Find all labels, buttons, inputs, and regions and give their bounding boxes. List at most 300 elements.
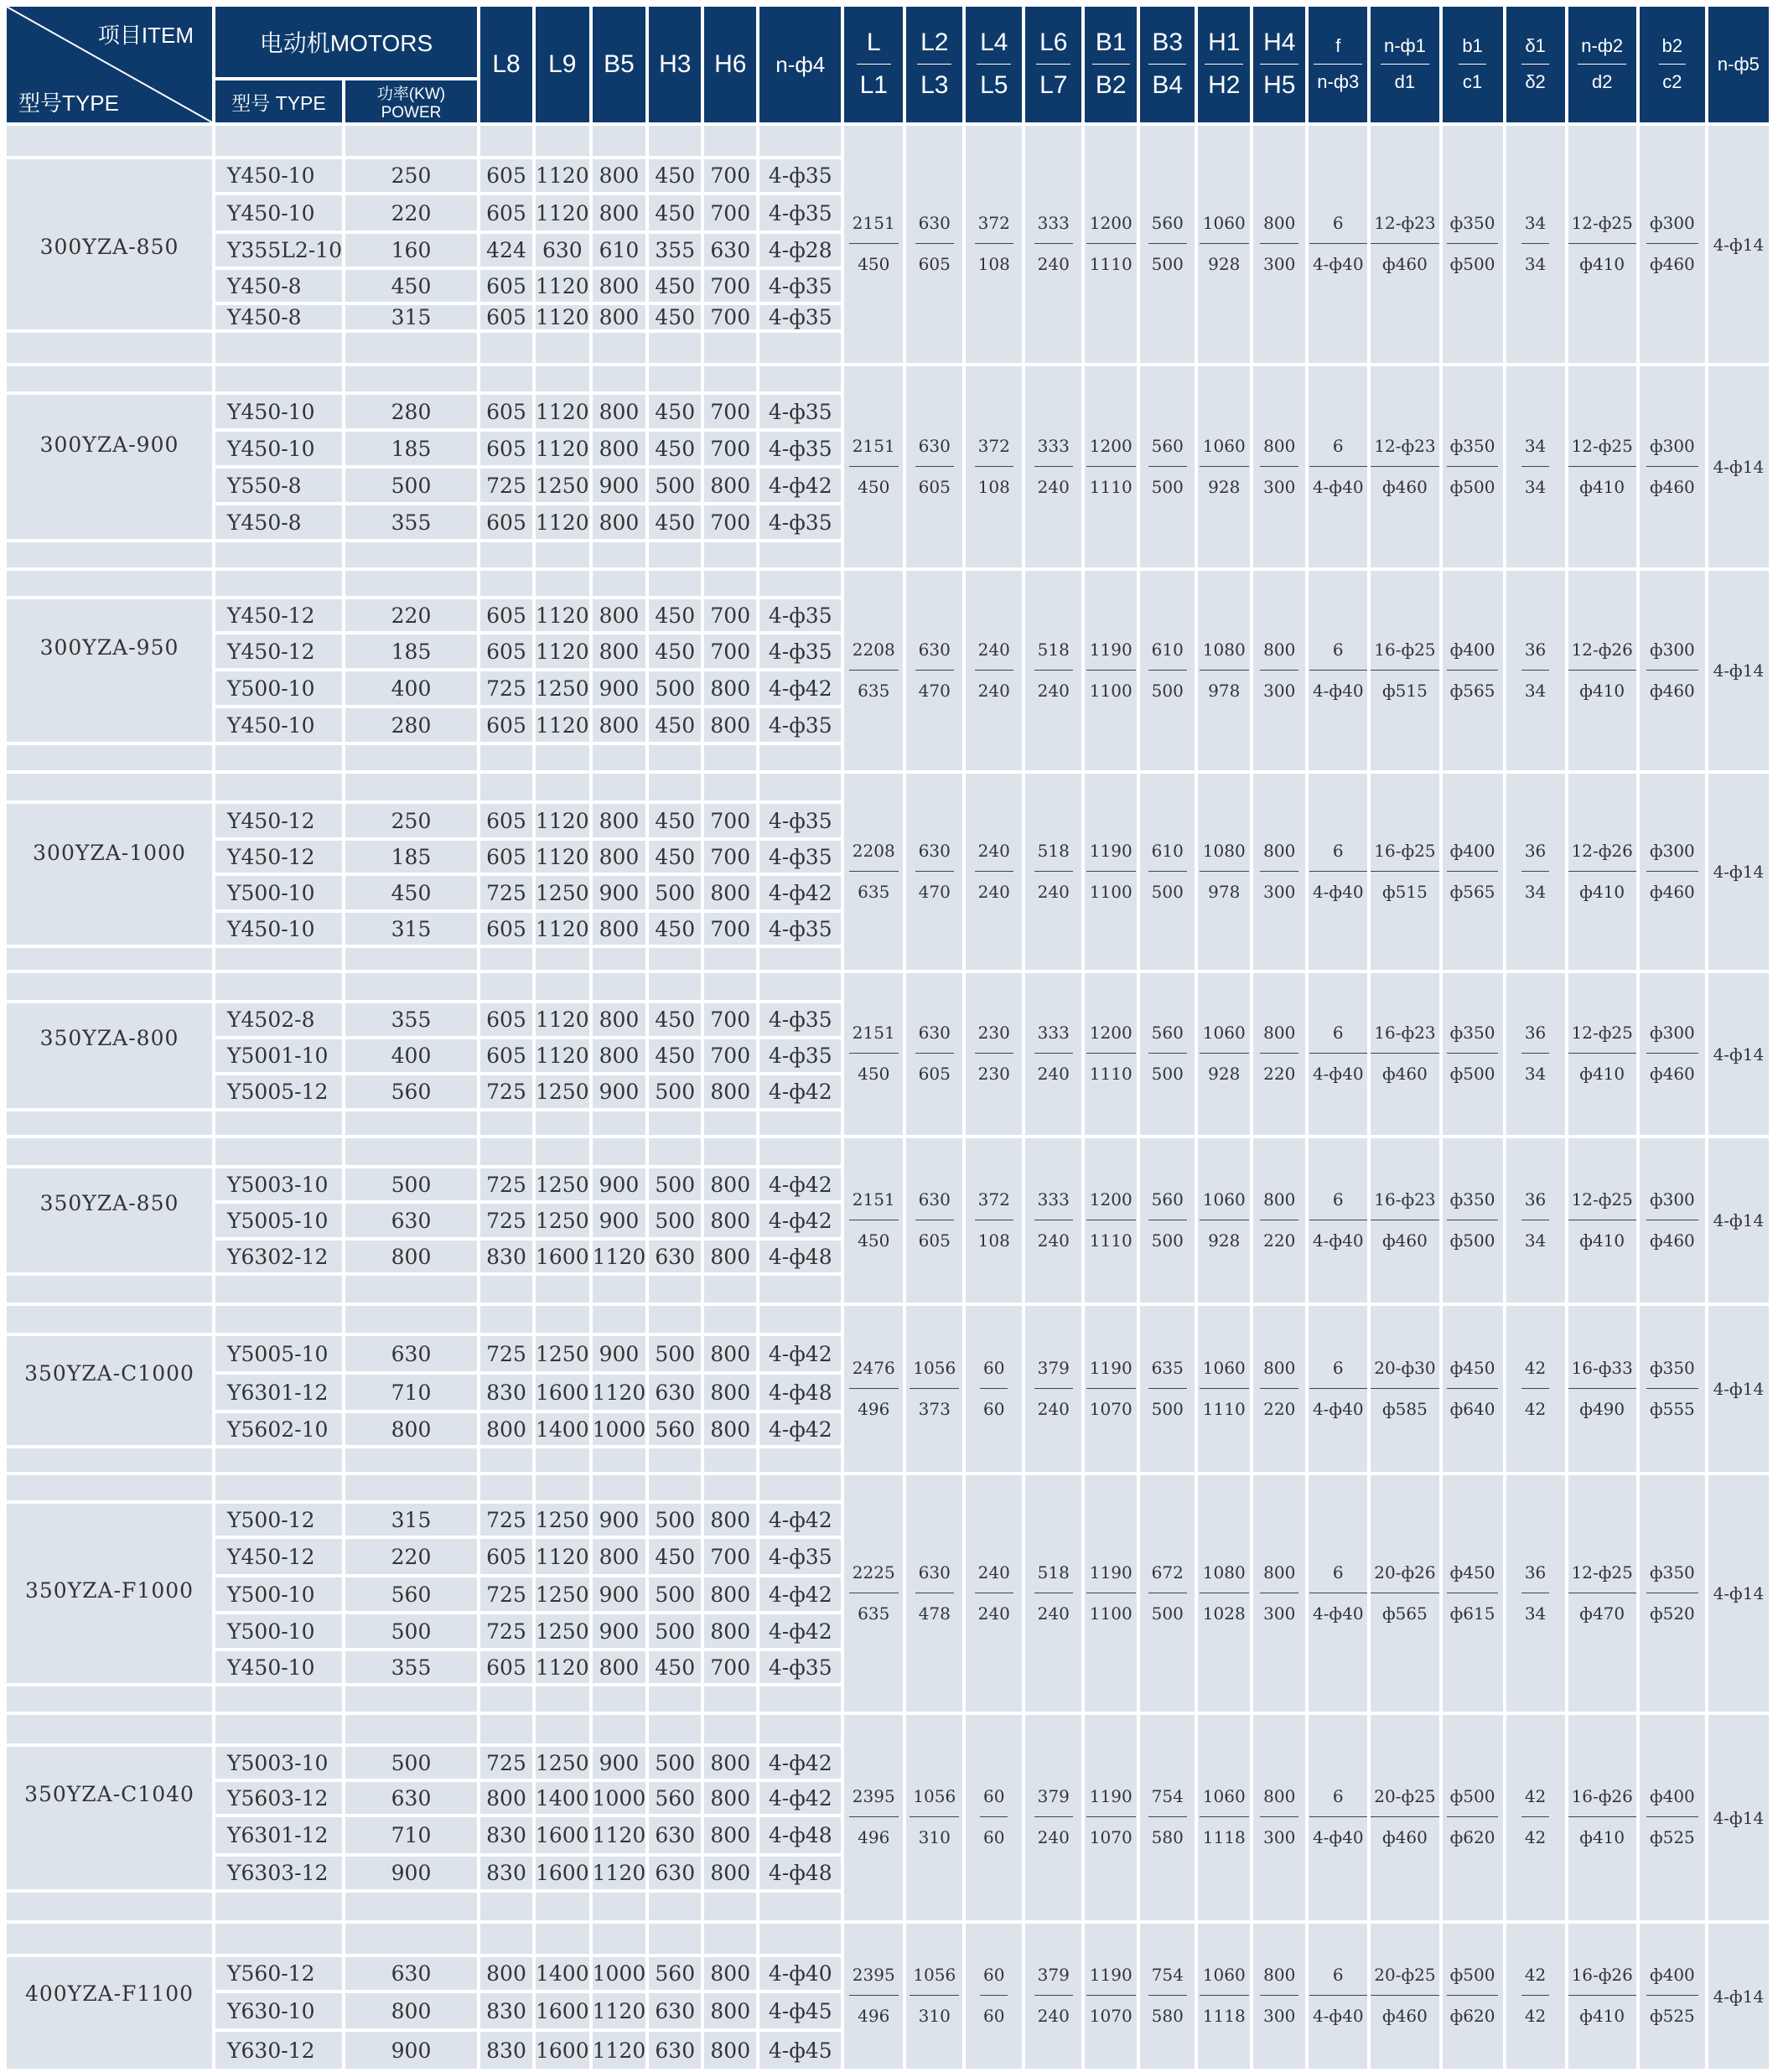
dim-bottom: ф460 xyxy=(1646,466,1698,495)
dim-fraction xyxy=(1521,1966,1549,2024)
group-last-cell: 4-ф14 xyxy=(1708,1924,1769,2069)
power-spacer xyxy=(345,1715,477,1743)
dim-top: 16-ф25 xyxy=(1374,639,1436,660)
group-dim-cell xyxy=(1253,1138,1305,1303)
dim-fraction xyxy=(1034,1191,1073,1249)
dim-fraction xyxy=(1200,641,1249,699)
trail-spacer xyxy=(7,1111,212,1135)
dim-top: 2151 xyxy=(852,1023,895,1043)
motor-dim: 800 xyxy=(704,708,756,742)
dim-bottom: 1110 xyxy=(1086,1053,1136,1082)
dim-bottom: 4-ф40 xyxy=(1309,243,1367,272)
dim-fraction xyxy=(849,215,899,272)
group-dim-cell xyxy=(1506,571,1565,770)
dim-bottom: 1118 xyxy=(1200,1816,1249,1846)
dim-fraction xyxy=(1371,435,1438,497)
dim-fraction xyxy=(849,842,899,900)
dim-top: 20-ф25 xyxy=(1374,1786,1436,1806)
group-lead-row xyxy=(7,126,1769,156)
dim-top: 1060 xyxy=(1202,1786,1246,1806)
dim-fraction xyxy=(1646,215,1698,272)
dim-bottom: 928 xyxy=(1200,243,1249,272)
motor-dim: 1120 xyxy=(536,1539,589,1574)
motor-dim: 800 xyxy=(704,1336,756,1371)
group-dim-cell xyxy=(1140,1715,1195,1920)
motor-dim: 800 xyxy=(480,1413,532,1445)
motor-model: Y500-10 xyxy=(215,671,342,705)
group-lead-row xyxy=(7,1306,1769,1333)
motor-dim: 4-ф35 xyxy=(759,913,841,945)
group-dim-cell xyxy=(1309,126,1367,363)
motor-dim: 800 xyxy=(704,876,756,909)
dim-top: ф350 xyxy=(1449,213,1495,233)
dim-bottom: 42 xyxy=(1521,1995,1549,2024)
dim-bottom: 1110 xyxy=(1200,1388,1249,1417)
motor-model: Y450-12 xyxy=(215,599,342,631)
dim-top: 2208 xyxy=(852,639,895,660)
group-last-cell: 4-ф14 xyxy=(1708,1715,1769,1920)
dim-fraction xyxy=(1034,1357,1073,1419)
group-dim-cell xyxy=(1443,1306,1503,1472)
col-L8: L8 xyxy=(480,7,532,122)
motor-power: 500 xyxy=(345,469,477,502)
dim-bottom: 1100 xyxy=(1086,871,1136,900)
trail-spacer xyxy=(593,948,646,970)
dim-top: 800 xyxy=(1263,1965,1296,1985)
dim-bottom: 500 xyxy=(1148,466,1187,495)
dim-top: 6 xyxy=(1332,840,1344,861)
dim-top: 1056 xyxy=(913,1786,956,1806)
power-spacer xyxy=(345,973,477,1000)
dim-spacer xyxy=(480,1138,532,1165)
group-lead-row xyxy=(7,366,1769,391)
motor-dim: 605 xyxy=(480,635,532,668)
group-dim-cell xyxy=(1640,1475,1705,1712)
group-dim-cell xyxy=(1371,1715,1438,1920)
group-dim-cell xyxy=(906,1475,962,1712)
dim-top: ф350 xyxy=(1649,1357,1695,1378)
dim-top: 16-ф33 xyxy=(1571,1357,1633,1378)
dim-top: 240 xyxy=(977,1562,1010,1582)
dim-fraction xyxy=(1309,1024,1367,1082)
motor-dim: 1250 xyxy=(536,1747,589,1779)
motor-dim: 424 xyxy=(480,234,532,267)
motor-dim: 605 xyxy=(480,1003,532,1036)
dim-top: 240 xyxy=(977,840,1010,861)
dim-fraction xyxy=(1568,435,1636,497)
motor-power: 250 xyxy=(345,159,477,192)
motor-dim: 1120 xyxy=(536,841,589,873)
dim-top: 1060 xyxy=(1202,1189,1246,1210)
dim-fraction xyxy=(1034,1966,1073,2024)
dim-fraction xyxy=(915,435,954,497)
group-dim-cell xyxy=(1140,126,1195,363)
motor-power: 160 xyxy=(345,234,477,267)
group-dim-cell xyxy=(966,1924,1022,2069)
dim-bottom: 635 xyxy=(849,670,899,699)
power-spacer xyxy=(345,126,477,156)
pump-type xyxy=(7,1504,212,1683)
motor-dim: 725 xyxy=(480,876,532,909)
col-H6: H6 xyxy=(704,7,756,122)
group-dim-cell xyxy=(844,973,903,1135)
trail-spacer xyxy=(759,948,841,970)
dim-top: 2395 xyxy=(852,1786,895,1806)
dim-spacer xyxy=(480,126,532,156)
motor-model: Y5005-12 xyxy=(215,1075,342,1108)
dim-spacer xyxy=(649,1138,701,1165)
motor-dim: 4-ф35 xyxy=(759,599,841,631)
dim-fraction xyxy=(1260,1788,1298,1846)
motor-dim: 800 xyxy=(593,635,646,668)
dim-top: 635 xyxy=(1151,1357,1184,1378)
motor-dim: 900 xyxy=(593,1075,646,1108)
motor-dim: 900 xyxy=(593,876,646,909)
dim-bottom: ф515 xyxy=(1371,871,1438,900)
motor-dim: 700 xyxy=(704,195,756,231)
motor-dim: 1120 xyxy=(536,432,589,465)
motor-model: Y6301-12 xyxy=(215,1375,342,1410)
group-dim-cell xyxy=(1640,1924,1705,2069)
motor-dim: 1120 xyxy=(536,305,589,329)
dim-top: 6 xyxy=(1332,1965,1344,1985)
pump-type-label: 350YZA-F1000 xyxy=(24,1578,194,1603)
motor-dim: 1120 xyxy=(536,913,589,945)
group-dim-cell xyxy=(1140,1475,1195,1712)
dim-spacer xyxy=(593,774,646,800)
motor-dim: 1120 xyxy=(536,270,589,302)
dim-top: 1190 xyxy=(1089,1357,1133,1378)
group-dim-cell xyxy=(1085,1715,1137,1920)
motor-spacer xyxy=(215,1924,342,1954)
group-dim-cell xyxy=(1025,126,1081,363)
motor-model: Y450-8 xyxy=(215,505,342,539)
group-dim-cell xyxy=(1085,126,1137,363)
dim-fraction xyxy=(1646,1024,1698,1082)
motor-dim: 605 xyxy=(480,599,532,631)
dim-top: 6 xyxy=(1332,1023,1344,1043)
dim-fraction xyxy=(1447,1788,1499,1846)
motor-spacer xyxy=(215,1138,342,1165)
dim-spacer xyxy=(759,571,841,596)
dim-fraction xyxy=(849,435,899,497)
dim-fraction xyxy=(1646,1191,1698,1249)
motor-dim: 630 xyxy=(649,1241,701,1272)
dim-bottom: 34 xyxy=(1521,1593,1549,1622)
trail-spacer xyxy=(593,1448,646,1472)
dim-top: 333 xyxy=(1037,1189,1070,1210)
motor-dim: 1120 xyxy=(536,159,589,192)
dim-top: ф400 xyxy=(1449,840,1495,861)
dim-bottom: 240 xyxy=(1034,1220,1073,1249)
spec-table xyxy=(3,3,1772,2072)
col-frac-4: $\frac{B1}{B2}$ xyxy=(1085,7,1137,122)
dim-spacer xyxy=(536,126,589,156)
motor-dim: 450 xyxy=(649,432,701,465)
dim-fraction xyxy=(1371,1191,1438,1249)
dim-bottom: ф615 xyxy=(1447,1593,1499,1622)
motor-spacer xyxy=(215,1715,342,1743)
dim-fraction xyxy=(1371,1357,1438,1419)
group-dim-cell xyxy=(844,366,903,567)
motor-dim: 4-ф42 xyxy=(759,1504,841,1536)
trail-spacer xyxy=(536,542,589,567)
motor-dim: 500 xyxy=(649,1747,701,1779)
motor-dim: 800 xyxy=(593,913,646,945)
motor-dim: 610 xyxy=(593,234,646,267)
dim-top: ф300 xyxy=(1649,1189,1695,1210)
motor-model: Y500-10 xyxy=(215,1577,342,1611)
motor-dim: 725 xyxy=(480,1168,532,1200)
trail-spacer xyxy=(480,1686,532,1712)
dim-bottom: ф500 xyxy=(1447,243,1499,272)
dim-bottom: ф555 xyxy=(1646,1388,1698,1417)
dim-fraction xyxy=(1200,842,1249,900)
dim-bottom: 4-ф40 xyxy=(1309,1220,1367,1249)
dim-bottom: 108 xyxy=(975,1220,1013,1249)
dim-fraction xyxy=(1309,435,1367,497)
group-dim-cell xyxy=(1506,1306,1565,1472)
group-dim-cell xyxy=(1198,126,1250,363)
trail-spacer xyxy=(480,1893,532,1920)
motor-dim: 700 xyxy=(704,432,756,465)
motor-dim: 4-ф35 xyxy=(759,804,841,837)
pump-type-label: 300YZA-950 xyxy=(39,635,179,660)
group-dim-cell xyxy=(1506,774,1565,970)
dim-spacer xyxy=(536,571,589,596)
group-last-cell: 4-ф14 xyxy=(1708,1138,1769,1303)
dim-fraction xyxy=(849,1357,899,1419)
group-dim-cell xyxy=(1253,973,1305,1135)
trail-spacer xyxy=(759,745,841,770)
dim-bottom: ф460 xyxy=(1371,1220,1438,1249)
group-dim-cell xyxy=(1568,1475,1636,1712)
motor-dim: 1120 xyxy=(593,1817,646,1853)
group-dim-cell xyxy=(1506,1475,1565,1712)
dim-top: 12-ф25 xyxy=(1571,435,1633,456)
motor-model: Y450-10 xyxy=(215,395,342,428)
dim-spacer xyxy=(593,1475,646,1500)
motor-dim: 800 xyxy=(593,708,646,742)
trail-spacer xyxy=(649,745,701,770)
motor-dim: 605 xyxy=(480,1539,532,1574)
dim-fraction xyxy=(1447,1191,1499,1249)
dim-top: 1060 xyxy=(1202,435,1246,456)
dim-bottom: 310 xyxy=(910,1995,959,2024)
dim-spacer xyxy=(704,1715,756,1743)
motor-dim: 800 xyxy=(480,1782,532,1814)
motor-model: Y5005-10 xyxy=(215,1336,342,1371)
motor-dim: 725 xyxy=(480,1504,532,1536)
dim-top: 6 xyxy=(1332,1562,1344,1582)
dim-top: ф400 xyxy=(1649,1786,1695,1806)
dim-bottom: 34 xyxy=(1521,871,1549,900)
motor-dim: 800 xyxy=(593,804,646,837)
motor-model: Y450-10 xyxy=(215,195,342,231)
group-dim-cell xyxy=(1309,571,1367,770)
col-frac-9: $\frac{n-ф1}{d1}$ xyxy=(1371,7,1438,122)
dim-fraction xyxy=(849,1966,899,2024)
motor-dim: 355 xyxy=(649,234,701,267)
motor-dim: 1120 xyxy=(536,395,589,428)
dim-bottom: 108 xyxy=(975,243,1013,272)
dim-spacer xyxy=(480,973,532,1000)
dim-fraction xyxy=(1568,1191,1636,1249)
trail-spacer xyxy=(649,1893,701,1920)
motor-power: 630 xyxy=(345,1336,477,1371)
dim-bottom: 1100 xyxy=(1086,670,1136,699)
dim-spacer xyxy=(759,1924,841,1954)
dim-top: 1060 xyxy=(1202,1357,1246,1378)
dim-top: 16-ф23 xyxy=(1374,1189,1436,1210)
group-dim-cell xyxy=(906,366,962,567)
dim-fraction xyxy=(1568,1357,1636,1419)
dim-fraction xyxy=(1260,842,1298,900)
dim-bottom: 500 xyxy=(1148,243,1187,272)
motor-model: Y500-10 xyxy=(215,876,342,909)
dim-fraction xyxy=(910,1357,959,1419)
motor-model: Y6303-12 xyxy=(215,1857,342,1889)
col-frac-8: $\frac{f}{n-ф3}$ xyxy=(1309,7,1367,122)
motor-dim: 450 xyxy=(649,1003,701,1036)
group-dim-cell xyxy=(1640,1138,1705,1303)
power-spacer xyxy=(345,571,477,596)
dim-fraction xyxy=(1521,1564,1549,1622)
dim-bottom: 310 xyxy=(910,1816,959,1846)
dim-bottom: 4-ф40 xyxy=(1309,1995,1367,2024)
motor-dim: 1120 xyxy=(536,195,589,231)
motor-dim: 1000 xyxy=(593,1957,646,1990)
motor-dim: 4-ф48 xyxy=(759,1241,841,1272)
group-dim-cell xyxy=(1025,1306,1081,1472)
dim-bottom: 220 xyxy=(1260,1220,1298,1249)
dim-fraction xyxy=(910,1788,959,1846)
motor-dim: 800 xyxy=(593,270,646,302)
dim-spacer xyxy=(593,126,646,156)
motor-dim: 700 xyxy=(704,804,756,837)
dim-spacer xyxy=(593,1715,646,1743)
group-dim-cell xyxy=(1085,774,1137,970)
col-frac-1: $\frac{L2}{L3}$ xyxy=(906,7,962,122)
dim-top: 6 xyxy=(1332,1786,1344,1806)
dim-bottom: 240 xyxy=(975,670,1013,699)
dim-bottom: ф410 xyxy=(1568,1053,1636,1082)
motor-dim: 830 xyxy=(480,1375,532,1410)
motor-dim: 605 xyxy=(480,395,532,428)
motor-model: Y5003-10 xyxy=(215,1747,342,1779)
group-lead-row xyxy=(7,1475,1769,1500)
dim-top: 630 xyxy=(918,1189,951,1210)
trail-spacer xyxy=(704,745,756,770)
motor-dim: 450 xyxy=(649,635,701,668)
dim-bottom: 580 xyxy=(1148,1995,1187,2024)
trail-spacer xyxy=(7,1893,212,1920)
motor-dim: 450 xyxy=(649,270,701,302)
dim-top: 754 xyxy=(1151,1786,1184,1806)
pump-type xyxy=(7,1003,212,1108)
trail-spacer xyxy=(480,1276,532,1303)
dim-bottom: 60 xyxy=(980,1388,1008,1417)
dim-fraction xyxy=(1568,842,1636,900)
trail-spacer xyxy=(7,333,212,363)
motor-dim: 725 xyxy=(480,1204,532,1237)
dim-bottom: ф460 xyxy=(1371,1816,1438,1846)
dim-top: 379 xyxy=(1037,1357,1070,1378)
dim-top: 1190 xyxy=(1089,1786,1133,1806)
motor-dim: 450 xyxy=(649,913,701,945)
motors-header: 电动机MOTORS xyxy=(215,7,477,77)
motor-dim: 900 xyxy=(593,671,646,705)
dim-bottom: ф520 xyxy=(1646,1593,1698,1622)
motor-dim: 630 xyxy=(704,234,756,267)
motor-dim: 4-ф35 xyxy=(759,1039,841,1072)
dim-fraction xyxy=(1521,435,1549,497)
group-dim-cell xyxy=(1568,1306,1636,1472)
group-last-cell: 4-ф14 xyxy=(1708,126,1769,363)
trail-spacer xyxy=(345,1111,477,1135)
dim-spacer xyxy=(593,1138,646,1165)
dim-bottom: 4-ф40 xyxy=(1309,1053,1367,1082)
dim-top: 2395 xyxy=(852,1965,895,1985)
dim-fraction xyxy=(1148,1564,1187,1622)
group-dim-cell xyxy=(906,1924,962,2069)
col-frac-12: $\frac{n-ф2}{d2}$ xyxy=(1568,7,1636,122)
motor-model: Y630-12 xyxy=(215,2032,342,2069)
motor-dim: 4-ф42 xyxy=(759,1614,841,1648)
dim-bottom: ф410 xyxy=(1568,1220,1636,1249)
motor-dim: 900 xyxy=(593,1168,646,1200)
motor-spacer xyxy=(215,1475,342,1500)
power-spacer xyxy=(345,1138,477,1165)
dim-top: 6 xyxy=(1332,213,1344,233)
group-dim-cell xyxy=(906,973,962,1135)
dim-bottom: 300 xyxy=(1260,1816,1298,1846)
group-dim-cell xyxy=(1253,1306,1305,1472)
dim-fraction xyxy=(1371,215,1438,272)
dim-top: 6 xyxy=(1332,435,1344,456)
motor-dim: 4-ф42 xyxy=(759,1782,841,1814)
dim-fraction xyxy=(980,1357,1008,1419)
group-dim-cell xyxy=(1085,1475,1137,1712)
motor-dim: 800 xyxy=(593,599,646,631)
motor-dim: 1600 xyxy=(536,1241,589,1272)
group-dim-cell xyxy=(844,1924,903,2069)
dim-fraction xyxy=(1086,641,1136,699)
dim-bottom: 220 xyxy=(1260,1053,1298,1082)
dim-top: 12-ф25 xyxy=(1571,1189,1633,1210)
dim-fraction xyxy=(1086,215,1136,272)
dim-spacer xyxy=(480,1715,532,1743)
group-dim-cell xyxy=(906,126,962,363)
dim-top: 1060 xyxy=(1202,213,1246,233)
dim-fraction xyxy=(1200,1966,1249,2024)
dim-bottom: 300 xyxy=(1260,1995,1298,2024)
dim-top: 333 xyxy=(1037,1023,1070,1043)
dim-fraction xyxy=(1034,1564,1073,1622)
motor-power: 900 xyxy=(345,2032,477,2069)
dim-bottom: ф460 xyxy=(1646,670,1698,699)
motor-dim: 500 xyxy=(649,1614,701,1648)
dim-bottom: 580 xyxy=(1148,1816,1187,1846)
dim-fraction xyxy=(1646,842,1698,900)
motor-dim: 800 xyxy=(704,1857,756,1889)
trail-spacer xyxy=(7,745,212,770)
dim-fraction xyxy=(849,641,899,699)
motor-dim: 4-ф35 xyxy=(759,195,841,231)
group-dim-cell xyxy=(1640,366,1705,567)
dim-top: 610 xyxy=(1151,840,1184,861)
motor-model: Y5003-10 xyxy=(215,1168,342,1200)
